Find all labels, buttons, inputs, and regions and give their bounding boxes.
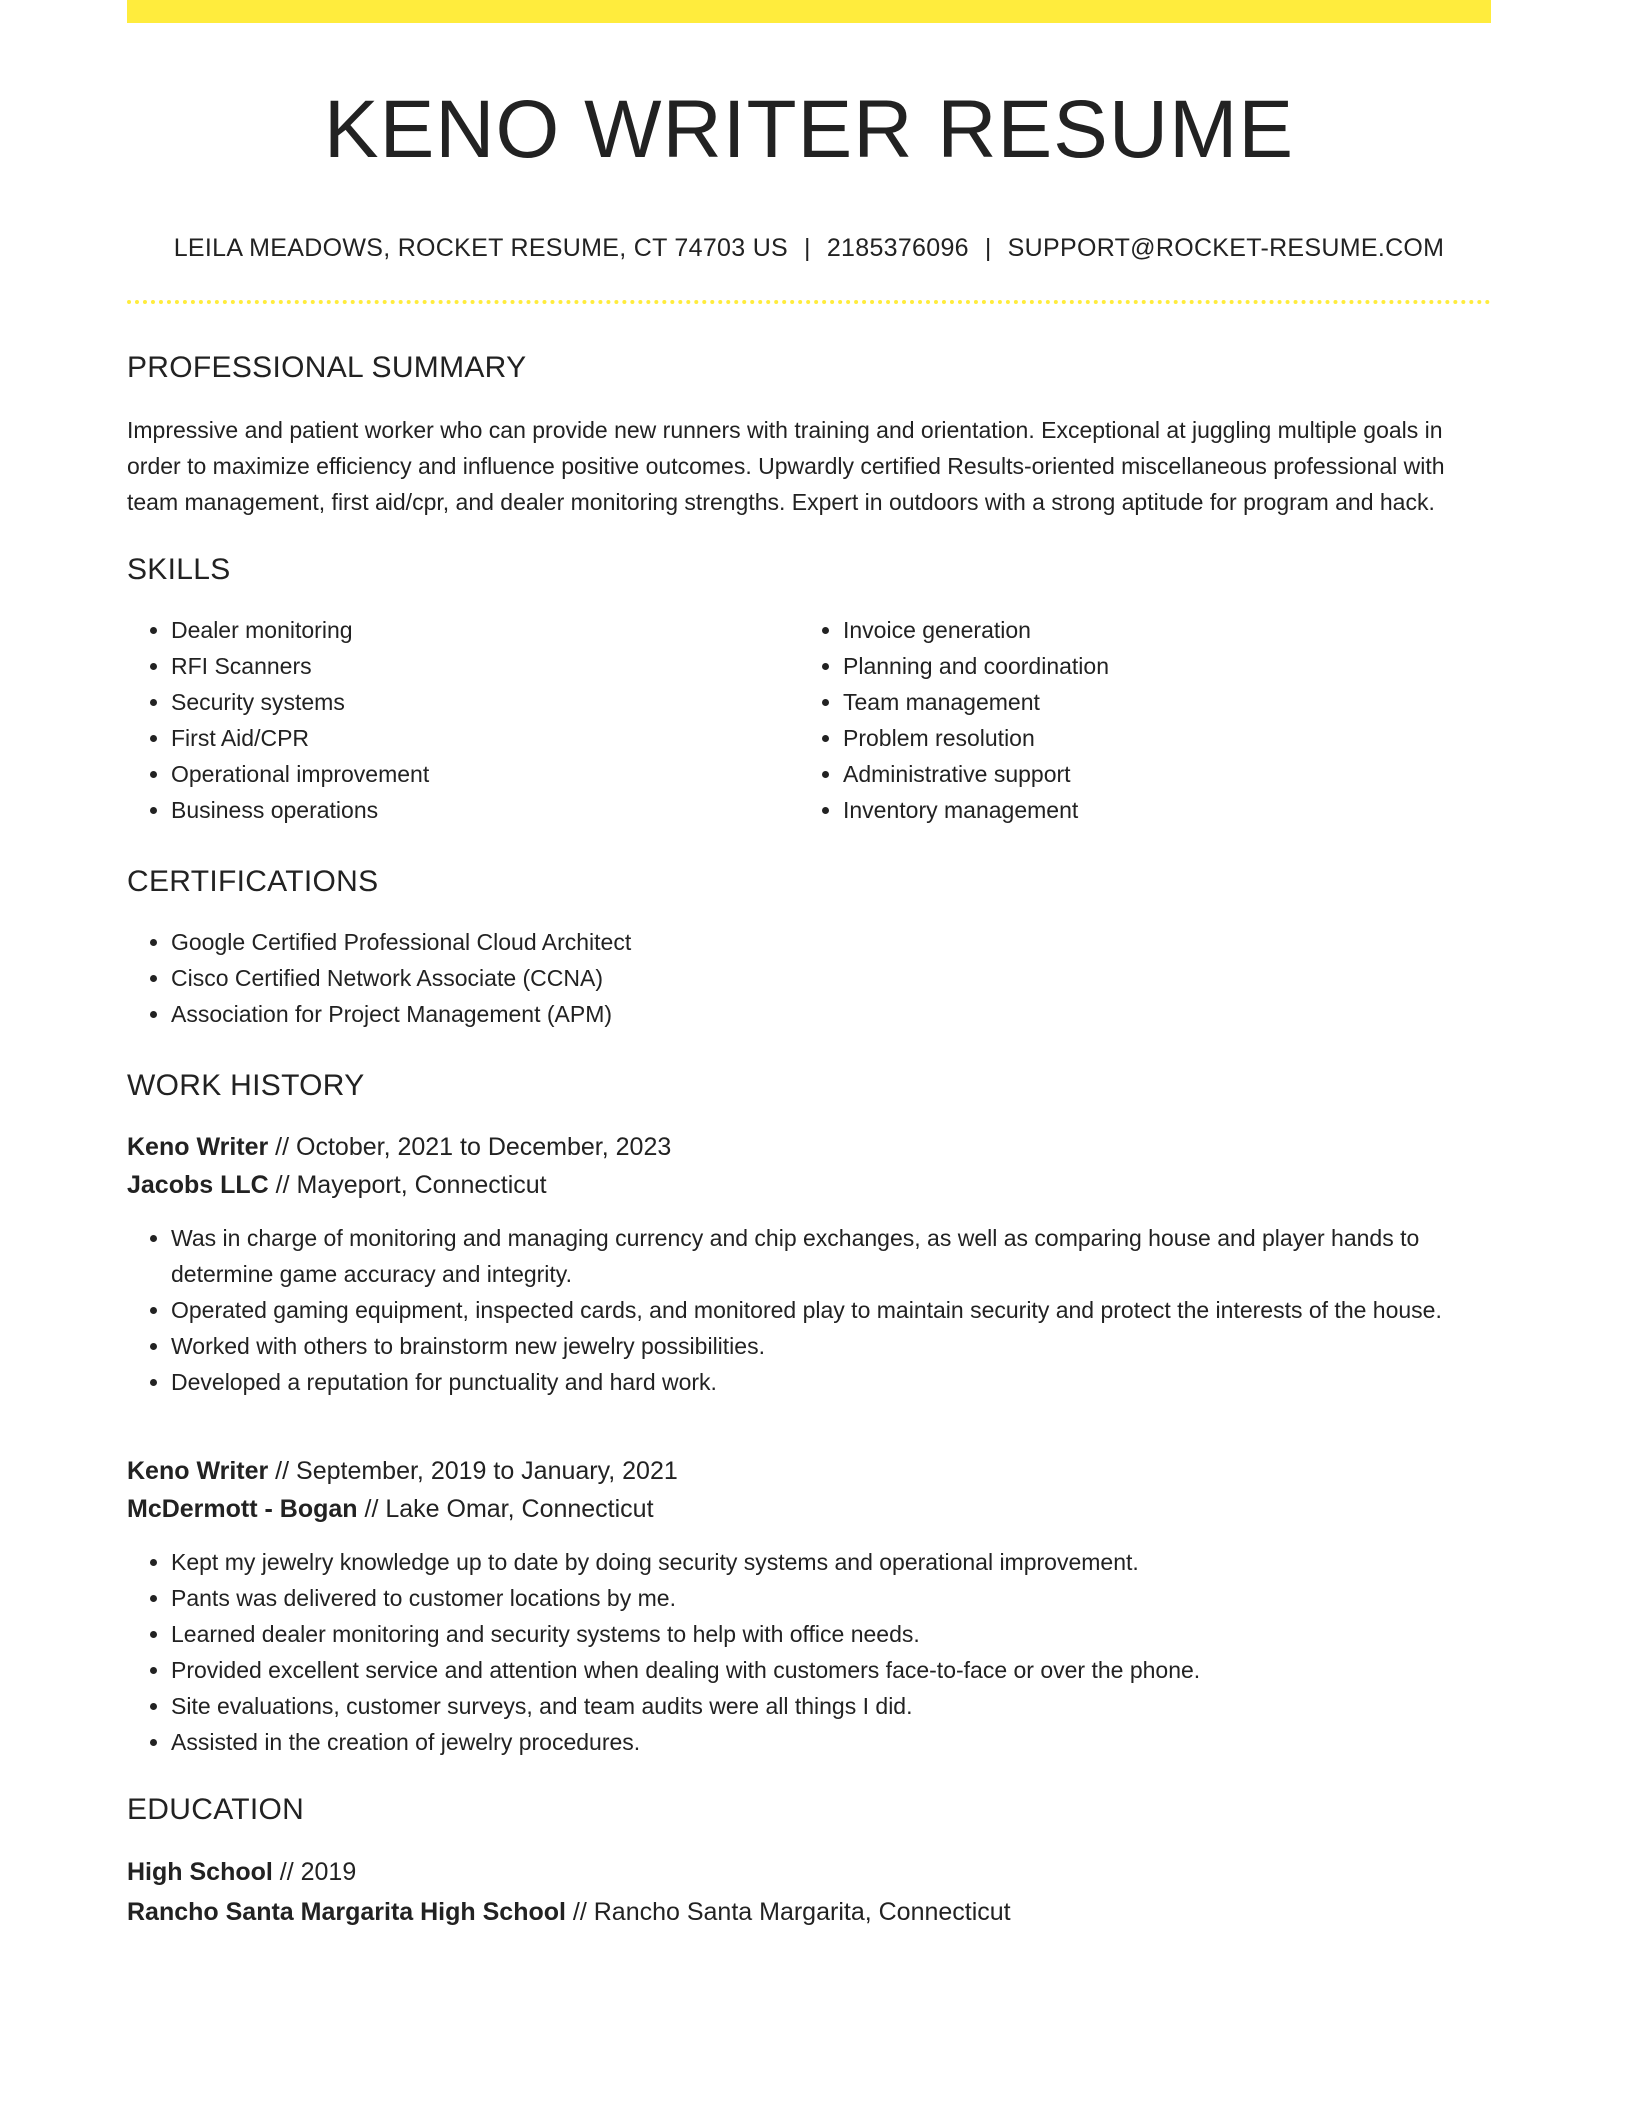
certification-item: • Google Certified Professional Cloud Architect [171,924,1491,960]
section-title-work-history: WORK HISTORY [127,1069,365,1102]
job-bullet: • Developed a reputation for punctuality and hard work. [171,1364,1491,1400]
certification-item: • Association for Project Management (APM) [171,996,1491,1032]
summary-text: Impressive and patient worker who can provide new runners with training and orientation. Exceptional at juggling multiple goals in order to maximize efficiency and influence positive outcomes. Upwardly certified Results-oriented miscellaneous professional with team management, first aid/cpr, and dealer monitoring strengths. Expert in outdoors with a strong aptitude for program and hack. [127,417,1445,515]
resume-content [127,0,1491,1932]
job-location: // Lake Omar, Connecticut [357,1495,654,1523]
job-bullets [127,1220,1491,1400]
education-entry [127,1852,1491,1932]
skills-list-left [127,612,799,828]
education-school-line [127,1892,1491,1932]
skill-item: • Business operations [171,792,799,828]
job-company-line [127,1490,1491,1528]
section-title-certifications: CERTIFICATIONS [127,865,379,898]
section-title-education: EDUCATION [127,1793,305,1826]
education-degree-line [127,1852,1491,1892]
job-dates: // October, 2021 to December, 2023 [268,1133,672,1161]
skill-item: • Dealer monitoring [171,612,799,648]
skills-column-left [127,612,799,828]
skill-item: • Administrative support [843,756,1471,792]
education-degree: High School [127,1858,273,1886]
certification-item: • Cisco Certified Network Associate (CCNA) [171,960,1491,996]
skill-item: • Invoice generation [843,612,1471,648]
section-title-skills: SKILLS [127,553,231,586]
job-company: McDermott - Bogan [127,1495,358,1523]
job-bullet: • Site evaluations, customer surveys, and team audits were all things I did. [171,1688,1491,1724]
skill-item: • Operational improvement [171,756,799,792]
job-bullet: • Assisted in the creation of jewelry procedures. [171,1724,1491,1760]
dotted-divider [127,300,1491,304]
skill-item: • Security systems [171,684,799,720]
skill-item: • Planning and coordination [843,648,1471,684]
contact-line [127,232,1491,264]
job-entry [127,1128,1491,1400]
job-location: // Mayeport, Connecticut [268,1171,547,1199]
skills-list-right [799,612,1471,828]
education-location: // Rancho Santa Margarita, Connecticut [565,1898,1011,1926]
education-school: Rancho Santa Margarita High School [127,1898,566,1926]
skill-item: • First Aid/CPR [171,720,799,756]
job-bullet: • Pants was delivered to customer locations by me. [171,1580,1491,1616]
skill-item: • Team management [843,684,1471,720]
job-bullet: • Operated gaming equipment, inspected cards, and monitored play to maintain security and protect the interests of the house. [171,1292,1491,1328]
section-title-summary: PROFESSIONAL SUMMARY [127,351,527,384]
job-company: Jacobs LLC [127,1171,269,1199]
job-dates: // September, 2019 to January, 2021 [268,1457,678,1485]
job-bullet: • Worked with others to brainstorm new jewelry possibilities. [171,1328,1491,1364]
contact-separator: | [804,234,811,262]
skill-item: • RFI Scanners [171,648,799,684]
skills-grid [127,612,1491,828]
job-entry [127,1452,1491,1760]
education-year: // 2019 [272,1858,357,1886]
certifications-list [127,924,1491,1032]
job-bullets [127,1544,1491,1760]
job-company-line [127,1166,1491,1204]
job-bullet: • Provided excellent service and attention when dealing with customers face-to-face or over the phone. [171,1652,1491,1688]
contact-separator: | [984,234,992,262]
job-role-line [127,1128,1491,1166]
job-bullet: • Kept my jewelry knowledge up to date by doing security systems and operational improvement. [171,1544,1491,1580]
job-role: Keno Writer [127,1133,269,1161]
job-bullet: • Learned dealer monitoring and security systems to help with office needs. [171,1616,1491,1652]
job-role: Keno Writer [127,1457,269,1485]
skill-item: • Inventory management [843,792,1471,828]
resume-title: KENO WRITER RESUME [323,84,1295,175]
skills-column-right [799,612,1471,828]
contact-phone: 2185376096 [826,234,969,262]
job-bullet: • Was in charge of monitoring and managing currency and chip exchanges, as well as comparing house and player hands to determine game accuracy and integrity. [171,1220,1491,1292]
skill-item: • Problem resolution [843,720,1471,756]
job-role-line [127,1452,1491,1490]
contact-email: SUPPORT@ROCKET-RESUME.COM [1007,234,1445,262]
contact-address: LEILA MEADOWS, ROCKET RESUME, CT 74703 US [173,234,789,262]
